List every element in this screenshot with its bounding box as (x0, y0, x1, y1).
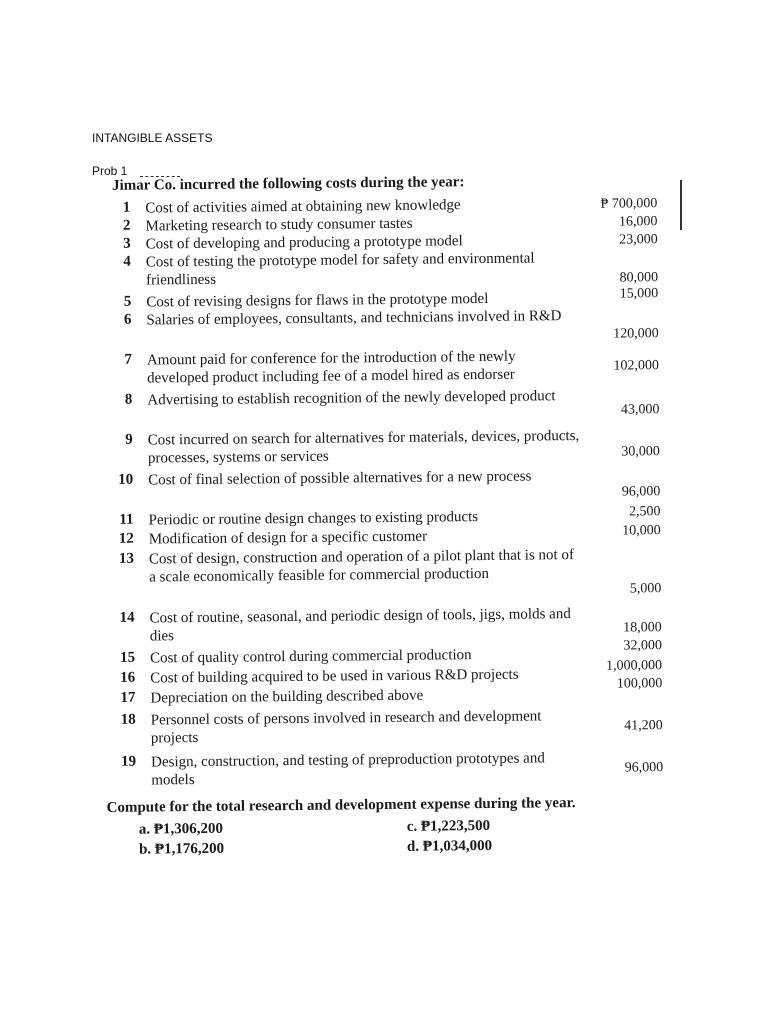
item-number: 16 (120, 669, 136, 686)
item-description: Modification of design for a specific customer (148, 528, 428, 548)
item-amount: 102,000 (613, 358, 660, 374)
item-number: 14 (119, 609, 135, 626)
item-amount: 41,200 (624, 718, 663, 734)
item-description: Advertising to establish recognition of the newly developed product (147, 388, 556, 409)
item-number: 11 (119, 511, 134, 528)
item-number: 6 (123, 311, 132, 328)
item-number: 17 (120, 689, 136, 706)
item-amount: 16,000 (618, 214, 658, 230)
item-description: Cost of activities aimed at obtaining new knowledge (145, 197, 461, 217)
item-number: 10 (118, 471, 134, 488)
item-description: Cost incurred on search for alternatives for materials, devices, products, processes, systems or services (147, 427, 580, 467)
item-description: Periodic or routine design changes to existing products (148, 509, 479, 529)
item-description: Salaries of employees, consultants, and technicians involved in R&D (146, 308, 562, 329)
question-text: Compute for the total research and development expense during the year. (106, 795, 576, 816)
item-description: Marketing research to study consumer tastes (145, 215, 413, 235)
item-number: 4 (123, 253, 131, 270)
item-description: Design, construction, and testing of preproduction prototypes and models (151, 750, 545, 789)
item-number: 8 (124, 391, 133, 408)
item-amount: 120,000 (613, 326, 659, 342)
item-amount: 18,000 (623, 620, 662, 636)
item-description: Amount paid for conference for the introduction of the newly developed product including fee of a model hired as endorser (146, 348, 516, 387)
list-item (105, 604, 690, 645)
item-number: 7 (124, 351, 132, 368)
list-item (100, 194, 685, 217)
item-description: Personnel costs of persons involved in research and development projects (150, 708, 542, 747)
item-number: 3 (123, 235, 131, 252)
item-amount: 43,000 (620, 402, 660, 418)
list-item (103, 426, 688, 467)
item-number: 5 (123, 293, 132, 310)
list-item (106, 748, 691, 789)
item-amount: 100,000 (616, 676, 663, 692)
choice-a: a. ₱1,306,200 (138, 820, 224, 838)
item-amount: ₱ 700,000 (600, 196, 658, 212)
choice-d: d. ₱1,034,000 (406, 837, 493, 855)
item-amount: 23,000 (619, 232, 658, 248)
item-number: 15 (119, 649, 136, 666)
item-amount: 5,000 (629, 581, 662, 597)
item-amount: 96,000 (621, 484, 661, 500)
item-number: 9 (125, 431, 133, 448)
item-number: 19 (121, 753, 137, 770)
item-number: 13 (118, 550, 135, 567)
item-number: 12 (118, 530, 134, 547)
item-description: Cost of testing the prototype model for safety and environmental friendliness (145, 250, 535, 289)
list-item (102, 346, 687, 387)
item-description: Cost of revising designs for flaws in the prototype model (146, 290, 489, 311)
item-description: Cost of building acquired to be used in various R&D projects (150, 666, 519, 687)
item-description: Cost of developing and producing a prototype model (145, 233, 463, 253)
problem-label: Prob 1 (92, 164, 128, 178)
problem-intro: Jimar Co. incurred the following costs during the year: (111, 174, 465, 194)
list-item (103, 504, 688, 529)
item-description: Depreciation on the building described above (150, 687, 424, 707)
item-amount: 10,000 (622, 523, 661, 539)
item-description: Cost of design, construction and operation of a pilot plant that is not of a scale economically feasible for commercial production (148, 547, 574, 586)
item-number: 18 (120, 711, 136, 728)
item-number: 2 (122, 217, 131, 234)
item-amount: 1,000,000 (606, 658, 663, 674)
item-amount: 15,000 (619, 286, 659, 302)
choice-c: c. ₱1,223,500 (406, 817, 491, 835)
item-amount: 96,000 (624, 760, 664, 776)
scanned-problem (100, 172, 692, 868)
item-number: 1 (122, 199, 131, 216)
item-description: Cost of final selection of possible alternatives for a new process (148, 468, 532, 489)
item-amount: 30,000 (621, 444, 660, 460)
item-amount: 80,000 (619, 270, 659, 286)
item-description: Cost of routine, seasonal, and periodic design of tools, jigs, molds and dies (149, 606, 571, 645)
choice-b: b. ₱1,176,200 (138, 840, 225, 858)
item-amount: 32,000 (623, 638, 663, 654)
item-amount: 2,500 (628, 504, 661, 520)
document-title: INTANGIBLE ASSETS (92, 131, 213, 145)
item-description: Cost of quality control during commercial production (149, 647, 472, 667)
